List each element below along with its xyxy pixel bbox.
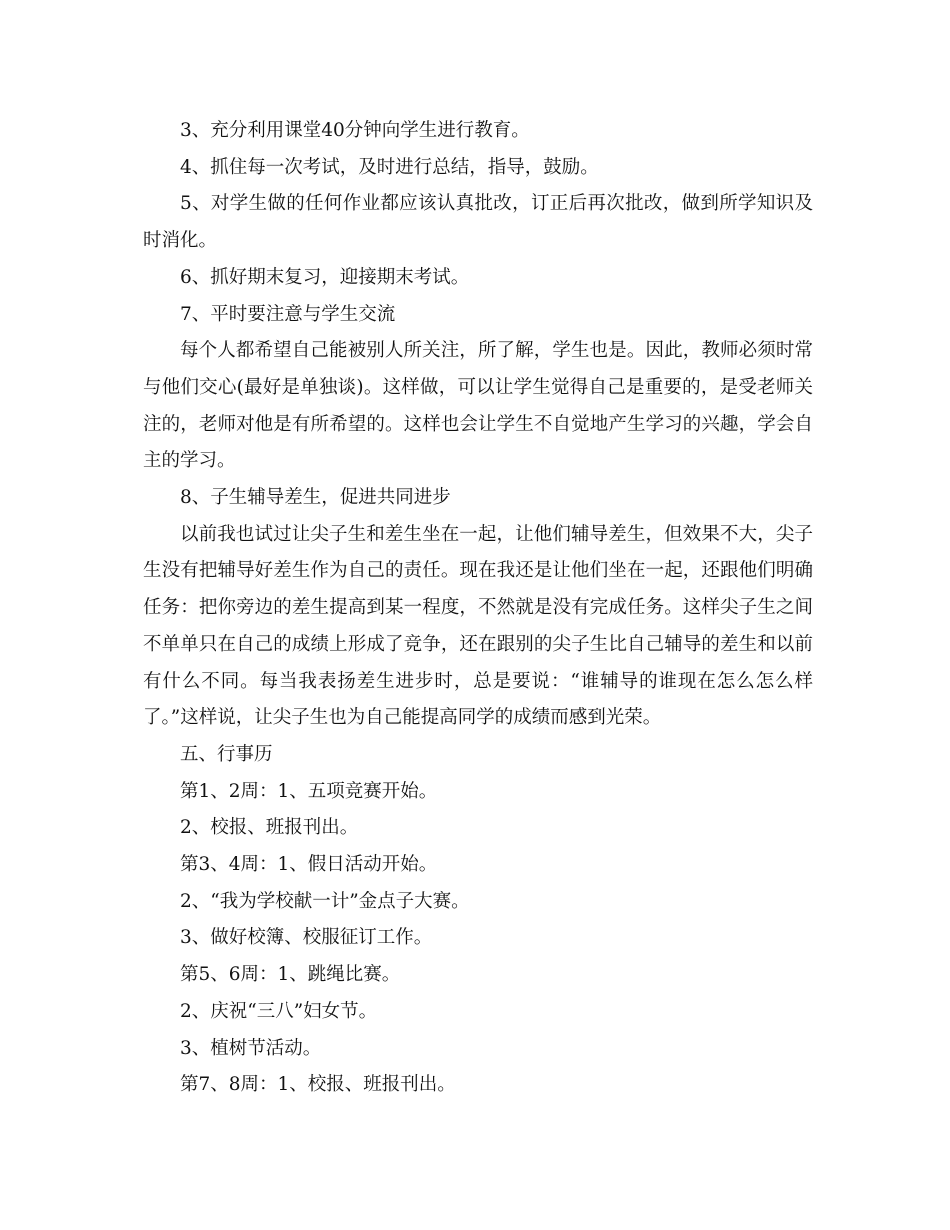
schedule-item: 3、植树节活动。 [180, 1037, 322, 1059]
schedule-item: 第1、2周：1、五项竞赛开始。 [180, 780, 438, 802]
paragraph: 8、子生辅导差生，促进共同进步 [180, 487, 451, 509]
document-body [143, 113, 813, 1104]
schedule-item: 第3、4周：1、假日活动开始。 [180, 854, 438, 876]
paragraph: 每个人都希望自己能被别人所关注，所了解，学生也是。因此，教师必须时常与他们交心(最好是单独谈)。这样做，可以让学生觉得自己是重要的，是受老师关注的，老师对他是有所希望的。这样也会让学生不自觉地产生学习的兴趣，学会自主的学习。 [143, 340, 813, 472]
paragraph: 3、充分利用课堂40分钟向学生进行教育。 [180, 120, 530, 141]
paragraph: 7、平时要注意与学生交流 [180, 303, 396, 325]
paragraph: 4、抓住每一次考试，及时进行总结，指导，鼓励。 [180, 156, 599, 178]
schedule-item: 第7、8周：1、校报、班报刊出。 [180, 1074, 456, 1096]
section-heading: 五、行事历 [180, 743, 273, 765]
schedule-item: 2、校报、班报刊出。 [180, 817, 359, 839]
paragraph: 6、抓好期末复习，迎接期末考试。 [180, 266, 470, 288]
schedule-item: 3、做好校簿、校服征订工作。 [180, 927, 433, 949]
schedule-item: 2、“我为学校献一计”金点子大赛。 [180, 890, 470, 912]
schedule-item: 第5、6周：1、跳绳比赛。 [180, 964, 401, 986]
paragraph: 以前我也试过让尖子生和差生坐在一起，让他们辅导差生，但效果不大，尖子生没有把辅导好差生作为自己的责任。现在我还是让他们坐在一起，还跟他们明确任务：把你旁边的差生提高到某一程度，不然就是没有完成任务。这样尖子生之间不单单只在自己的成绩上形成了竞争，还在跟别的尖子生比自己辅导的差生和以前有什么不同。每当我表扬差生进步时，总是要说：“谁辅导的谁现在怎么怎么样了。”这样说，让尖子生也为自己能提高同学的成绩而感到光荣。 [143, 523, 813, 729]
schedule-item: 2、庆祝“三八”妇女节。 [180, 1000, 378, 1022]
paragraph: 5、对学生做的任何作业都应该认真批改，订正后再次批改，做到所学知识及时消化。 [143, 193, 813, 252]
